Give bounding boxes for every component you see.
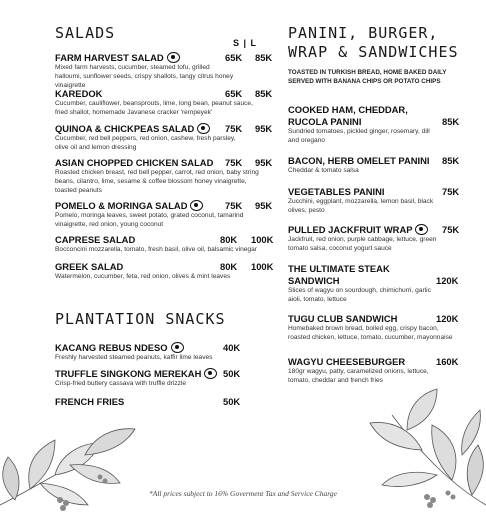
plantation-snacks-title: PLANTATION SNACKS — [55, 310, 226, 328]
item-description: Mixed farm harvests, cucumber, steamed tofu, grilled halloumi, sunflower seeds, crispy shallots, tangy citrus honey vinaigrette — [55, 64, 234, 89]
price: 120K — [436, 313, 459, 324]
menu-item-farm-harvest-salad — [55, 52, 276, 91]
size-header: S | L — [233, 38, 258, 48]
item-description: Cucumber, cauliflower, beansprouts, lime, long bean, peanut sauce, fried shallot, homemade Javanese cracker 'rempeyek' — [55, 100, 253, 117]
item-description: Slices of wagyu on sourdough, chimichurri, garlic aioli, tomato, lettuce — [288, 287, 431, 304]
item-description: 180gr wagyu, patty, caramelized onions, lettuce, tomato, cheddar and french fries — [288, 368, 429, 385]
price: 50K — [223, 396, 241, 407]
item-name: TRUFFLE SINGKONG MEREKAH — [55, 368, 202, 379]
item-name: POMELO & MORINGA SALAD — [55, 200, 188, 211]
menu-item-greek-salad — [55, 261, 276, 282]
item-description: Homebaked brown bread, boiled egg, crispy bacon, roasted chicken, lettuce, tomato, cucumber, mayonnaise — [288, 325, 453, 342]
price-large: 100K — [251, 261, 274, 272]
menu-item-truffle-singkong-merekah — [55, 368, 270, 389]
price-large: 85K — [255, 52, 273, 63]
price-large: 85K — [255, 88, 273, 99]
item-name: WAGYU CHEESEBURGER — [288, 356, 406, 367]
price-small: 80K — [220, 261, 238, 272]
item-description: Zucchini, eggplant, mozzarella, lemon basil, black olives, pesto — [288, 198, 434, 215]
price-large: 95K — [255, 123, 273, 134]
item-name: FARM HARVEST SALAD — [55, 52, 164, 63]
price: 85K — [442, 155, 460, 166]
price: 120K — [436, 275, 459, 286]
panini-title-line1: PANINI, BURGER, — [288, 24, 439, 42]
price-large: 95K — [255, 157, 273, 168]
menu-item-caprese-salad — [55, 234, 276, 255]
item-name: COOKED HAM, CHEDDAR, RUCOLA PANINI — [288, 104, 408, 128]
menu-item-pomelo-moringa-salad — [55, 200, 276, 230]
vegan-icon — [204, 368, 217, 379]
item-description: Pomelo, moringa leaves, sweet potato, grated coconut, tamarind vinaigrette, red onion, young coconut — [55, 212, 244, 229]
menu-item-wagyu-cheeseburger — [288, 356, 464, 386]
item-name: VEGETABLES PANINI — [288, 186, 385, 197]
vegan-icon — [190, 200, 203, 211]
item-name: GREEK SALAD — [55, 261, 124, 272]
item-name: FRENCH FRIES — [55, 396, 125, 407]
vegan-icon — [167, 52, 180, 63]
price: 85K — [442, 116, 460, 127]
price: 50K — [223, 368, 241, 379]
price-small: 65K — [225, 88, 243, 99]
menu-item-pulled-jackfruit-wrap — [288, 224, 464, 254]
item-name: KACANG REBUS NDESO — [55, 342, 168, 353]
item-description: Cheddar & tomato salsa — [288, 167, 359, 175]
item-description: Roasted chicken breast, red bell pepper, carrot, red onion, baby string beans, cilantro, lime, sesame & coffee blossom honey vinaigrette, toasted peanuts — [55, 169, 259, 194]
bread-note: TOASTED IN TURKISH BREAD, HOME BAKED DAILY SERVED WITH BANANA CHIPS OR POTATO CHIPS — [288, 69, 447, 85]
salads-title: SALADS — [55, 24, 116, 42]
item-name: TUGU CLUB SANDWICH — [288, 313, 398, 324]
menu-item-quinoa-chickpeas-salad — [55, 123, 276, 153]
price-small: 80K — [220, 234, 238, 245]
item-description: Sundried tomatoes, pickled ginger, rosemary, dill and oregano — [288, 128, 430, 145]
vegan-icon — [171, 342, 184, 353]
item-name: PULLED JACKFRUIT WRAP — [288, 224, 413, 235]
menu-item-kacang-rebus-ndeso — [55, 342, 270, 363]
item-name: THE ULTIMATE STEAK SANDWICH — [288, 263, 390, 287]
item-name: ASIAN CHOPPED CHICKEN SALAD — [55, 157, 214, 168]
price-large: 100K — [251, 234, 274, 245]
price-small: 65K — [225, 52, 243, 63]
item-description: Freshly harvested steamed peanuts, kaffir lime leaves — [55, 354, 213, 362]
menu-item-asian-chopped-chicken-salad — [55, 157, 276, 196]
price-small: 75K — [225, 200, 243, 211]
price: 40K — [223, 342, 241, 353]
vegan-icon — [197, 123, 210, 134]
item-description: Watermelon, cucumber, feta, red onion, olives & mint leaves — [55, 273, 231, 281]
price: 75K — [442, 224, 460, 235]
menu-item-ham-cheddar-rucola-panini — [288, 104, 464, 146]
item-name: KAREDOK — [55, 88, 103, 99]
tax-footnote: *All prices subject to 16% Goverment Tax and Service Charge — [149, 489, 337, 498]
menu-item-karedok — [55, 88, 276, 118]
price-small: 75K — [225, 123, 243, 134]
price: 75K — [442, 186, 460, 197]
vegan-icon — [415, 224, 428, 235]
panini-title-line2: WRAP & SANDWICHES — [288, 42, 459, 61]
menu-item-ultimate-steak-sandwich — [288, 263, 464, 305]
menu-item-tugu-club-sandwich — [288, 313, 464, 343]
price-large: 95K — [255, 200, 273, 211]
price-small: 75K — [225, 157, 243, 168]
item-description: Cucumber, red bell peppers, red onion, cashew, fresh parsley, olive oil and lemon dressing — [55, 135, 236, 152]
item-name: BACON, HERB OMELET PANINI — [288, 155, 430, 166]
menu-item-bacon-herb-omelet-panini — [288, 155, 464, 176]
item-name: CAPRESE SALAD — [55, 234, 136, 245]
item-description: Bocconcini mozzarella, tomato, fresh basil, olive oil, balsamic vinegar — [55, 246, 257, 254]
item-description: Crisp-fried buttery cassava with truffle drizzle — [55, 380, 187, 388]
item-description: Jackfruit, red onion, purple cabbage, lettuce, green tomato salsa, coconut yogurt sauce — [288, 236, 437, 253]
menu-item-vegetables-panini — [288, 186, 464, 216]
price: 160K — [436, 356, 459, 367]
panini-section-title — [288, 24, 459, 62]
item-name: QUINOA & CHICKPEAS SALAD — [55, 123, 195, 134]
